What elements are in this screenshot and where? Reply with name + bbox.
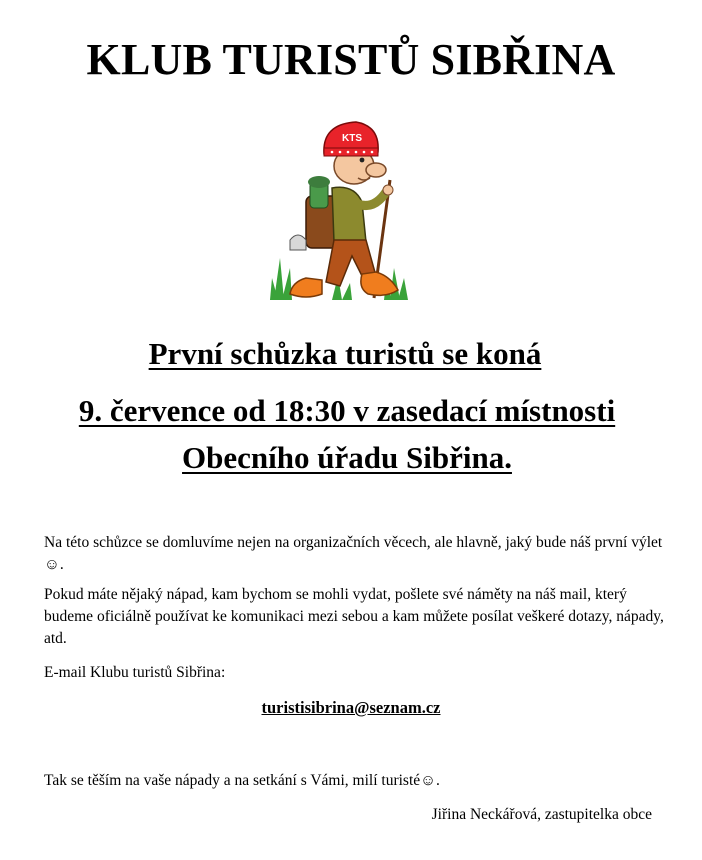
email-label: E-mail Klubu turistů Sibřina: xyxy=(44,664,226,681)
hat-logo-text: KTS xyxy=(342,133,362,144)
ideas-paragraph: Pokud máte nějaký nápad, kam bychom se mohli vydat, pošlete své náměty na náš mail, který budeme oficiálně používat ke komunikaci mezi sebou a kam můžete posílat veškeré dotazy, nápady, atd. xyxy=(44,586,664,647)
email-line xyxy=(0,698,702,718)
intro-paragraph: Na této schůzce se domluvíme nejen na organizačních věcech, ale hlavně, jaký bude náš první výlet☺. xyxy=(44,534,663,573)
signature: Jiřina Neckářová, zastupitelka obce xyxy=(431,806,652,823)
email-link[interactable]: turistisibrina@seznam.cz xyxy=(261,698,441,717)
headline-line-3: Obecního úřadu Sibřina. xyxy=(182,440,512,475)
closing-paragraph: Tak se těším na vaše nápady a na setkání s Vámi, milí turisté☺. xyxy=(44,772,440,789)
page-title: KLUB TURISTŮ SIBŘINA xyxy=(86,35,616,84)
headline-line-2: 9. července od 18:30 v zasedací místnosti xyxy=(78,393,616,428)
headline-line-1: První schůzka turistů se koná xyxy=(148,336,542,371)
hiker-mascot-icon xyxy=(262,118,422,308)
